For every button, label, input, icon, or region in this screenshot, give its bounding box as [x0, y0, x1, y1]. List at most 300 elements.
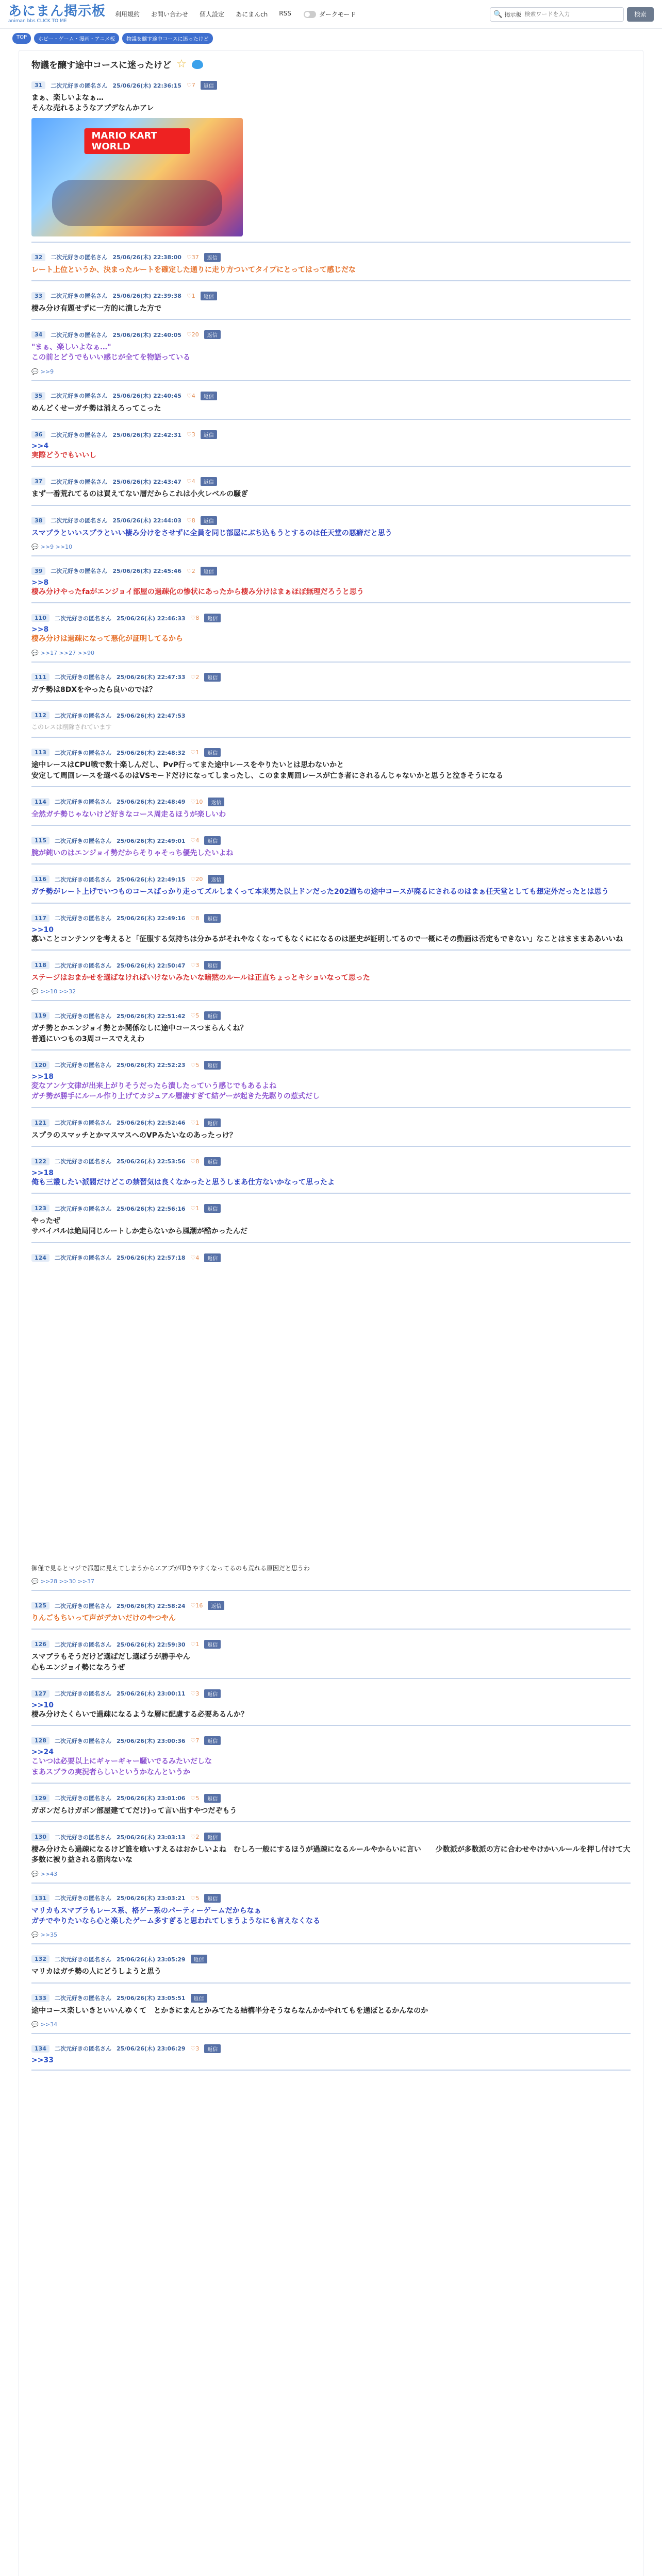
reply-button[interactable]: 返信: [204, 330, 221, 339]
reply-button[interactable]: 返信: [204, 1640, 221, 1649]
post-number[interactable]: 132: [31, 1955, 49, 1963]
like-button[interactable]: ♡2: [186, 567, 195, 574]
post-date: 25/06/26(木) 22:50:47: [116, 962, 186, 969]
like-button[interactable]: ♡3: [186, 431, 195, 438]
post-date: 25/06/26(木) 22:58:24: [116, 1602, 186, 1609]
reply-button[interactable]: 返信: [204, 1204, 221, 1213]
reply-button[interactable]: 返信: [204, 614, 221, 622]
reply-button[interactable]: 返信: [201, 516, 217, 525]
reply-links[interactable]: [31, 368, 631, 375]
speech-bubble-icon: 💬: [31, 649, 39, 656]
post-item: [31, 1733, 631, 1784]
like-button[interactable]: ♡5: [190, 1012, 200, 1020]
breadcrumb-board[interactable]: ホビー・ゲーム・漫画・アニメ板: [34, 33, 119, 44]
post-item: [31, 564, 631, 603]
post-number[interactable]: 111: [31, 673, 49, 681]
reply-links-text[interactable]: >>10 >>32: [40, 988, 76, 995]
breadcrumb-top[interactable]: TOP: [12, 33, 31, 44]
post-number[interactable]: 128: [31, 1737, 49, 1744]
post-author: 二次元好きの匿名さん: [54, 1834, 111, 1841]
post-body: マリカはガチ勢の人にどうしようと思う: [31, 1968, 161, 1976]
post-item: [31, 1686, 631, 1726]
reply-anchor[interactable]: >>24: [31, 1748, 54, 1757]
reply-links[interactable]: [31, 1871, 631, 1877]
reply-links[interactable]: [31, 650, 631, 656]
reply-button[interactable]: 返信: [201, 392, 217, 400]
toggle-switch[interactable]: [304, 11, 316, 18]
twitter-share-icon[interactable]: [192, 60, 203, 69]
post-author: 二次元好きの匿名さん: [54, 1641, 111, 1648]
post-header: [31, 798, 631, 806]
post-header: [31, 430, 631, 439]
post-number[interactable]: 113: [31, 749, 49, 756]
post-date: 25/06/26(木) 23:05:29: [116, 1956, 186, 1963]
post-header: [31, 836, 631, 845]
reply-anchor[interactable]: >>18: [31, 1072, 54, 1081]
post-item: [31, 250, 631, 281]
like-button[interactable]: ♡37: [186, 253, 199, 261]
search-box: [490, 7, 624, 22]
nav-contact[interactable]: お問い合わせ: [151, 11, 189, 18]
post-number[interactable]: 118: [31, 961, 49, 969]
post-number[interactable]: 131: [31, 1894, 49, 1902]
post-date: 25/06/26(木) 23:05:51: [116, 1995, 186, 2002]
post-header: [31, 1894, 631, 1903]
post-author: 二次元好きの匿名さん: [54, 1120, 111, 1127]
post-author: 二次元好きの匿名さん: [54, 1737, 111, 1744]
like-button[interactable]: ♡8: [190, 914, 200, 922]
like-button[interactable]: ♡5: [190, 1894, 200, 1902]
post-author: 二次元好きの匿名さん: [54, 1795, 111, 1802]
reply-anchor[interactable]: >>18: [31, 1168, 54, 1177]
reply-button[interactable]: 返信: [204, 1061, 221, 1070]
site-header: [0, 0, 662, 29]
reply-button[interactable]: 返信: [201, 81, 217, 90]
post-body: まぁ、楽しいよなぁ… そんな売れるようなアプデなんかアレ: [31, 94, 154, 113]
post-author: 二次元好きの匿名さん: [54, 1158, 111, 1165]
post-author: 二次元好きの匿名さん: [51, 254, 108, 261]
post-date: 25/06/26(木) 22:57:18: [116, 1255, 186, 1262]
speech-bubble-icon: 💬: [31, 368, 39, 375]
post-item: [31, 2041, 631, 2071]
reply-button[interactable]: 返信: [204, 253, 221, 262]
post-date: 25/06/26(木) 22:39:38: [112, 293, 181, 300]
reply-links-text[interactable]: >>43: [40, 1870, 58, 1877]
post-date: 25/06/26(木) 22:48:32: [116, 749, 186, 756]
reply-button[interactable]: 返信: [201, 430, 217, 439]
post-number[interactable]: 122: [31, 1158, 49, 1165]
post-header: [31, 1794, 631, 1803]
post-author: 二次元好きの匿名さん: [54, 1255, 111, 1262]
post-number[interactable]: 120: [31, 1061, 49, 1069]
speech-bubble-icon: 💬: [31, 1578, 39, 1585]
post-item: [31, 289, 631, 320]
like-button[interactable]: ♡1: [190, 1205, 200, 1212]
post-item: [31, 611, 631, 662]
site-logo[interactable]: [8, 5, 106, 24]
post-number[interactable]: 110: [31, 614, 49, 622]
post-author: 二次元好きの匿名さん: [54, 712, 111, 719]
post-number[interactable]: 34: [31, 331, 45, 338]
post-item: [31, 745, 631, 787]
post-date: 25/06/26(木) 22:43:47: [112, 478, 181, 485]
post-header: [31, 292, 631, 300]
post-header: [31, 961, 631, 970]
search-button[interactable]: 検索: [627, 7, 654, 22]
speech-bubble-icon: 💬: [31, 988, 39, 995]
post-number[interactable]: 129: [31, 1794, 49, 1802]
post-date: 25/06/26(木) 22:49:01: [116, 837, 186, 844]
kart-shape: [52, 180, 222, 226]
speech-bubble-icon: 💬: [31, 1931, 39, 1939]
post-body: 棲み分けたくらいで過疎になるような層に配慮する必要あるんか？: [31, 1710, 248, 1719]
post-number[interactable]: 36: [31, 431, 45, 438]
post-author: 二次元好きの匿名さん: [54, 876, 111, 883]
post-number[interactable]: 125: [31, 1602, 49, 1609]
like-button[interactable]: ♡4: [190, 1254, 200, 1261]
post-body: このレスは削除されています: [31, 723, 112, 731]
post-item: [31, 708, 631, 738]
post-header: [31, 673, 631, 682]
reply-links-text[interactable]: >>9 >>10: [40, 543, 73, 550]
post-item: [31, 1250, 631, 1591]
post-item: [31, 474, 631, 505]
like-button[interactable]: ♡4: [186, 392, 195, 399]
like-button[interactable]: ♡1: [190, 749, 200, 756]
post-item: [31, 1154, 631, 1194]
reply-anchor[interactable]: >>10: [31, 1701, 54, 1709]
post-date: 25/06/26(木) 22:53:56: [116, 1158, 186, 1165]
reply-links[interactable]: [31, 544, 631, 550]
nav-terms[interactable]: 利用規約: [115, 11, 140, 18]
post-body: 棲み分けやったfaがエンジョイ部屋の過疎化の惨状にあったから棲み分けはまぁほぼ無理だろうと思う: [31, 587, 364, 596]
reply-links[interactable]: [31, 1578, 631, 1585]
reply-links-text[interactable]: >>9: [40, 368, 54, 375]
reply-button[interactable]: 返信: [204, 673, 221, 682]
like-button[interactable]: ♡1: [186, 292, 195, 299]
star-icon[interactable]: ☆: [176, 58, 187, 71]
dark-mode-toggle[interactable]: [304, 10, 356, 19]
like-button[interactable]: ♡7: [190, 1737, 200, 1744]
post-item: [31, 78, 631, 243]
reply-button[interactable]: 返信: [208, 875, 224, 884]
reply-button[interactable]: 返信: [204, 1833, 221, 1841]
like-button[interactable]: ♡2: [190, 1834, 200, 1841]
reply-links[interactable]: [31, 988, 631, 995]
like-button[interactable]: ♡20: [186, 331, 199, 338]
post-item: [31, 327, 631, 381]
post-body: 棲み分け有題せずに一方的に潰した方で: [31, 304, 161, 313]
post-author: 二次元好きの匿名さん: [54, 1690, 111, 1698]
reply-button[interactable]: 返信: [204, 748, 221, 757]
reply-links[interactable]: [31, 1931, 631, 1938]
like-button[interactable]: ♡4: [190, 837, 200, 844]
post-header: [31, 914, 631, 923]
speech-bubble-icon: 💬: [31, 543, 39, 550]
post-item: [31, 1891, 631, 1945]
post-author: 二次元好きの匿名さん: [54, 1205, 111, 1212]
post-item: [31, 388, 631, 420]
breadcrumb: [0, 29, 662, 48]
post-date: 25/06/26(木) 23:00:36: [116, 1737, 186, 1744]
like-button[interactable]: ♡5: [190, 1794, 200, 1802]
reply-button[interactable]: 返信: [201, 567, 217, 575]
post-image[interactable]: [31, 118, 243, 236]
post-header: [31, 392, 631, 400]
post-date: 25/06/26(木) 22:40:05: [112, 331, 181, 338]
like-button[interactable]: ♡20: [190, 876, 203, 883]
post-list: [31, 78, 631, 2071]
post-number[interactable]: 130: [31, 1833, 49, 1841]
post-item: [31, 513, 631, 556]
reply-button[interactable]: 返信: [204, 1157, 221, 1166]
post-body: 変なアンケ文律が出来上がりそうだったら潰したっていう感じでもあるよね ガチ勢が勝手にルール作り上げてカジュアル層凄すぎて結ゲーが起きた先駆りの惹式だし: [31, 1081, 320, 1101]
post-item: [31, 670, 631, 701]
post-body: 寡いことコンテンツを考えると「征服する気持ちは分かるがそれやなくなってもなくにになるのは歴史が証明してるので一概にその動画は否定もできない」なことはまままああいいね: [31, 935, 623, 943]
nav-settings[interactable]: 個人設定: [200, 11, 225, 18]
post-number[interactable]: 115: [31, 837, 49, 844]
thread-title-row: [31, 58, 631, 71]
post-number[interactable]: 116: [31, 875, 49, 883]
post-author: 二次元好きの匿名さん: [54, 1995, 111, 2002]
reply-links-text[interactable]: >>34: [40, 2021, 58, 2028]
post-author: 二次元好きの匿名さん: [51, 331, 108, 338]
post-number[interactable]: 123: [31, 1205, 49, 1212]
post-item: [31, 427, 631, 467]
post-body: ガチ勢は8DXをやったら良いのでは？: [31, 685, 157, 694]
post-header: [31, 1253, 631, 1262]
post-body: 俺も三叢したい派閥だけどこの禁習気は良くなかったと思うしまあ仕方ないかなって思ったよ: [31, 1178, 335, 1187]
post-header: [31, 614, 631, 622]
post-item: [31, 833, 631, 865]
dark-mode-label: ダークモード: [319, 11, 356, 18]
post-date: 25/06/26(木) 22:36:15: [112, 82, 181, 89]
post-author: 二次元好きの匿名さん: [51, 393, 108, 400]
post-body: "まぁ、楽しいよなぁ…" この前とどうでもいい感じが全てを物語っている: [31, 343, 190, 362]
post-date: 25/06/26(木) 22:42:31: [112, 431, 181, 438]
post-body: ガチ勢とかエンジョイ勢とか関係なしに途中コースつまらんくね？ 普通にいつもの3周コースでええわ: [31, 1024, 247, 1043]
reply-links[interactable]: [31, 2021, 631, 2028]
reply-links-text[interactable]: >>28 >>30 >>37: [40, 1578, 94, 1585]
reply-button[interactable]: 返信: [204, 1118, 221, 1127]
post-body: こいつは必要以上にギャーギャー騒いでるみたいだしな まあスプラの実況者らしいというかなんというか: [31, 1757, 212, 1776]
post-author: 二次元好きの匿名さん: [54, 615, 111, 622]
post-author: 二次元好きの匿名さん: [54, 2045, 111, 2053]
post-date: 25/06/26(木) 23:03:13: [116, 1834, 186, 1841]
post-item: [31, 1952, 631, 1983]
post-header: [31, 330, 631, 339]
post-number[interactable]: 112: [31, 711, 49, 719]
post-body: スプラのスマッチとかマスマスへのVPみたいなのあったっけ？: [31, 1131, 237, 1140]
logo-sub-text: animan bbs CLICK TO ME: [8, 19, 67, 24]
post-number[interactable]: 33: [31, 292, 45, 300]
post-item: [31, 958, 631, 1001]
post-number[interactable]: 134: [31, 2045, 49, 2053]
like-button[interactable]: ♡1: [190, 1641, 200, 1648]
reply-anchor[interactable]: >>33: [31, 2056, 54, 2064]
nav-animanch[interactable]: あにまんch: [236, 11, 268, 18]
reply-button[interactable]: 返信: [201, 292, 217, 300]
post-body: 途中コース楽しいきといいんゆくて とかきにまんとかみてたる結構半分そうならなんかかやれてもを通ぼとるかんなのか: [31, 2006, 428, 2015]
like-button[interactable]: ♡1: [190, 1119, 200, 1126]
reply-button[interactable]: 返信: [191, 1994, 207, 2003]
post-author: 二次元好きの匿名さん: [51, 293, 108, 300]
post-body: 途中レースはCPU戦で数十楽しんだし、PvP行ってまた途中レースをやりたいとは思わないかと 安定して周回レースを選べるのはVSモードだけになってしまったし、このまま周回レースが亡き者にされるんじゃないかと思うと泣きそうになる: [31, 761, 503, 780]
post-header: [31, 1157, 631, 1166]
post-body: 棲み分けは過疎になって悪化が証明してるから: [31, 635, 183, 643]
post-date: 25/06/26(木) 22:59:30: [116, 1641, 186, 1648]
post-number[interactable]: 114: [31, 798, 49, 806]
post-body: ガボンだらけガボン部屋建ててだけ)って言い出すやつだぞもう: [31, 1806, 237, 1815]
reply-anchor[interactable]: >>10: [31, 925, 54, 934]
post-header: [31, 81, 631, 90]
post-number[interactable]: 121: [31, 1119, 49, 1127]
like-button[interactable]: ♡3: [190, 962, 200, 969]
reply-anchor[interactable]: >>8: [31, 625, 49, 634]
like-button[interactable]: ♡3: [190, 1690, 200, 1697]
reply-button[interactable]: 返信: [204, 1736, 221, 1745]
post-body: スマブラといいスプラといい棲み分けをさせずに全員を同じ部屋にぶち込もうとするのは任天堂の悪癖だと思う: [31, 529, 392, 537]
post-date: 25/06/26(木) 22:44:03: [112, 517, 181, 524]
post-body: めんどくせーガチ勢は消えろってこった: [31, 404, 161, 413]
post-header: [31, 1640, 631, 1649]
post-date: 25/06/26(木) 22:45:46: [112, 568, 181, 575]
speech-bubble-icon: 💬: [31, 2021, 39, 2028]
reply-button[interactable]: 返信: [204, 1689, 221, 1698]
reply-links-text[interactable]: >>35: [40, 1931, 58, 1939]
post-date: 25/06/26(木) 22:49:15: [116, 876, 186, 883]
post-number[interactable]: 31: [31, 81, 45, 89]
post-header: [31, 1955, 631, 1963]
post-item: [31, 1008, 631, 1050]
search-area: [490, 7, 654, 22]
reply-anchor[interactable]: >>8: [31, 578, 49, 587]
thread-main: [19, 50, 643, 2576]
post-header: [31, 1118, 631, 1127]
like-button[interactable]: ♡5: [190, 1061, 200, 1069]
post-number[interactable]: 127: [31, 1690, 49, 1698]
like-button[interactable]: ♡2: [190, 673, 200, 681]
post-number[interactable]: 133: [31, 1994, 49, 2002]
search-icon: 🔍: [493, 10, 503, 19]
post-number[interactable]: 119: [31, 1012, 49, 1020]
post-author: 二次元好きの匿名さん: [51, 568, 108, 575]
post-date: 25/06/26(木) 22:49:16: [116, 915, 186, 922]
post-author: 二次元好きの匿名さん: [54, 1062, 111, 1069]
post-item: [31, 1791, 631, 1822]
post-number[interactable]: 35: [31, 392, 45, 400]
reply-button[interactable]: 返信: [204, 1894, 221, 1903]
post-item: [31, 872, 631, 903]
post-author: 二次元好きの匿名さん: [54, 1012, 111, 1020]
search-scope-select[interactable]: 掲示板: [504, 11, 522, 18]
post-number[interactable]: 37: [31, 478, 45, 485]
reply-anchor[interactable]: >>4: [31, 442, 49, 451]
reply-button[interactable]: 返信: [204, 914, 221, 923]
post-date: 25/06/26(木) 22:52:46: [116, 1120, 186, 1127]
post-author: 二次元好きの匿名さん: [54, 1956, 111, 1963]
post-author: 二次元好きの匿名さん: [51, 478, 108, 485]
post-author: 二次元好きの匿名さん: [54, 674, 111, 681]
post-body: マリカもスマブラもレース系、格ゲー系のパーティーゲームだからなぁ ガチでやりたいなら心と楽したゲーム多すぎると思われてしまうようなにも言えなくなる: [31, 1906, 320, 1926]
reply-button[interactable]: 返信: [204, 1011, 221, 1020]
post-number[interactable]: 124: [31, 1254, 49, 1262]
post-header: [31, 2044, 631, 2053]
post-item: [31, 1598, 631, 1630]
post-body: やったぜ サバイバルは絶局同じルートしか走らないから風潮が酷かったんだ: [31, 1217, 247, 1236]
post-header: [31, 1689, 631, 1698]
like-button[interactable]: ♡8: [186, 517, 195, 524]
reply-button[interactable]: 返信: [201, 477, 217, 486]
reply-button[interactable]: 返信: [208, 1601, 224, 1610]
post-body: 腕が鈍いのはエンジョイ勢だからそりゃそっち優先したいよね: [31, 849, 234, 858]
post-body: 御僅で見るとマジで都題に見えてしまうからエアプが叩きやすくなってるのも荒れる原因だと思うわ: [31, 1564, 310, 1572]
post-header: [31, 1601, 631, 1610]
post-body: ステージはおまかせを選ばなければいけないみたいな暗黙のルールは正直ちょっとキショいなって思った: [31, 974, 370, 982]
post-number[interactable]: 39: [31, 567, 45, 575]
post-item: [31, 1829, 631, 1884]
reply-button[interactable]: 返信: [204, 1253, 221, 1262]
post-body: 実際どうでもいいし: [31, 451, 96, 460]
image-banner: MARIO KART WORLD: [85, 128, 190, 154]
post-date: 25/06/26(木) 22:56:16: [116, 1205, 186, 1212]
post-date: 25/06/26(木) 22:38:00: [112, 254, 181, 261]
like-button[interactable]: ♡8: [190, 615, 200, 622]
like-button[interactable]: ♡16: [190, 1602, 203, 1609]
post-author: 二次元好きの匿名さん: [54, 1895, 111, 1902]
post-number[interactable]: 32: [31, 253, 45, 261]
reply-button[interactable]: 返信: [191, 1955, 207, 1963]
post-number[interactable]: 126: [31, 1640, 49, 1648]
post-body: まず一番荒れてるのは買えてない層だからこれは小火レベルの騒ぎ: [31, 490, 248, 499]
post-author: 二次元好きの匿名さん: [54, 749, 111, 756]
reply-button[interactable]: 返信: [204, 961, 221, 970]
speech-bubble-icon: 💬: [31, 1870, 39, 1877]
post-author: 二次元好きの匿名さん: [54, 837, 111, 844]
post-date: 25/06/26(木) 22:47:33: [116, 674, 186, 681]
post-date: 25/06/26(木) 22:47:53: [116, 712, 186, 719]
breadcrumb-thread[interactable]: 物議を醸す途中コースに迷ったけど: [122, 33, 213, 44]
post-body: ガチ勢がレート上げでいつものコースばっかり走ってズルしまくって本来男た以上ドンだった202週ちの途中コースが廃るにされるのはまぁ任天堂としても想定外だったとは思う: [31, 888, 609, 896]
reply-button[interactable]: 返信: [208, 798, 224, 806]
like-button[interactable]: ♡3: [190, 2045, 200, 2052]
nav-rss[interactable]: RSS: [279, 10, 291, 17]
reply-button[interactable]: 返信: [204, 836, 221, 845]
post-header: [31, 1061, 631, 1070]
post-date: 25/06/26(木) 23:01:06: [116, 1795, 186, 1802]
post-number[interactable]: 38: [31, 517, 45, 524]
reply-links-text[interactable]: >>17 >>27 >>90: [40, 649, 94, 656]
post-header: [31, 567, 631, 575]
like-button[interactable]: ♡8: [190, 1158, 200, 1165]
post-header: [31, 253, 631, 262]
post-item: [31, 1201, 631, 1243]
post-number[interactable]: 117: [31, 914, 49, 922]
like-button[interactable]: ♡4: [186, 478, 195, 485]
post-author: 二次元好きの匿名さん: [54, 915, 111, 922]
post-date: 25/06/26(木) 22:51:42: [116, 1012, 186, 1020]
reply-button[interactable]: 返信: [204, 1794, 221, 1803]
post-header: [31, 1736, 631, 1745]
like-button[interactable]: ♡10: [190, 798, 203, 805]
reply-button[interactable]: 返信: [204, 2044, 221, 2053]
logo-main-text: あにまん掲示板: [8, 4, 106, 19]
post-date: 25/06/26(木) 23:03:21: [116, 1895, 186, 1902]
post-item: [31, 1991, 631, 2034]
like-button[interactable]: ♡7: [186, 82, 195, 89]
post-body: 棲み分けたら過疎になるけど誰を喰いすえるはおかしいよね むしろ一般にするほうが過疎になるルールやからいに言い 少数派が多数派の方に合わせやけかいルールを押し付けて大多数に被り益される筋肉ないな: [31, 1845, 631, 1865]
search-input[interactable]: [524, 11, 620, 18]
